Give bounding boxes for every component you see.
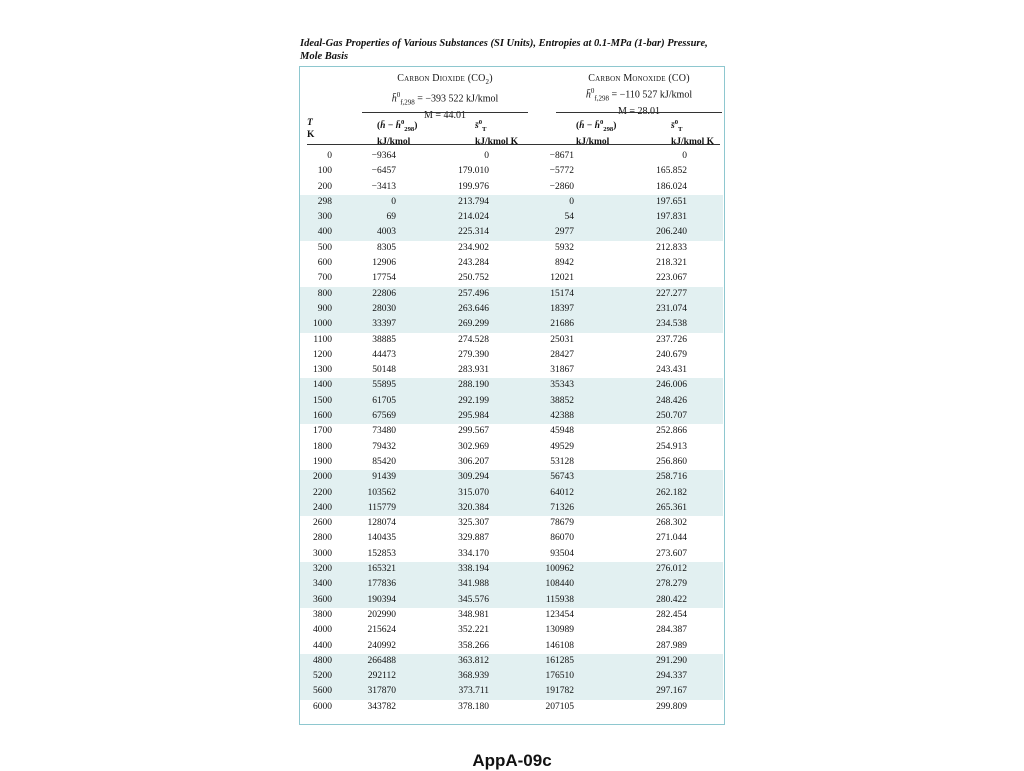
temperature-cell: 4400 xyxy=(313,640,332,651)
co2-entropy-cell: 363.812 xyxy=(396,654,489,669)
table-row xyxy=(300,241,723,256)
table-row xyxy=(300,593,723,608)
co-enthalpy-cell: 0 xyxy=(489,195,574,210)
co2-entropy-heading: s̄$^0_T$ kJ/kmol K xyxy=(475,119,519,148)
co2-entropy-cell: 0 xyxy=(484,151,489,161)
co-enthalpy-cell: 49529 xyxy=(550,441,574,452)
row-padding xyxy=(687,271,723,286)
temperature-cell: 2400 xyxy=(300,501,344,516)
row-padding xyxy=(687,333,723,348)
co2-entropy-cell: 329.887 xyxy=(458,533,489,544)
co-entropy-cell: 254.913 xyxy=(656,441,687,452)
co2-entropy-cell: 325.307 xyxy=(458,518,489,529)
temperature-cell: 200 xyxy=(317,181,332,192)
table-row xyxy=(300,623,723,638)
co-entropy-cell: 276.012 xyxy=(574,562,687,577)
co-enthalpy-cell: 146108 xyxy=(545,640,574,651)
row-padding xyxy=(687,669,723,684)
table-row xyxy=(300,470,723,485)
co2-entropy-cell: 179.010 xyxy=(458,166,489,177)
co-enthalpy-cell: 45948 xyxy=(550,426,574,437)
temperature-heading: T K xyxy=(307,118,315,140)
co2-enthalpy-cell: 33397 xyxy=(344,317,396,332)
co-enthalpy-cell: 93504 xyxy=(550,548,574,559)
row-padding xyxy=(687,302,723,317)
co2-entropy-cell: 269.299 xyxy=(396,317,489,332)
co-enthalpy-cell: 123454 xyxy=(545,609,574,620)
temperature-cell: 5200 xyxy=(300,669,344,684)
co-entropy-cell: 265.361 xyxy=(574,501,687,516)
temperature-cell: 1200 xyxy=(313,349,332,360)
co-enthalpy-cell: 115938 xyxy=(489,593,574,608)
co-entropy-cell: 227.277 xyxy=(574,287,687,302)
co-enthalpy-cell: 15174 xyxy=(489,287,574,302)
co2-enthalpy-cell: 22806 xyxy=(344,287,396,302)
co2-entropy-cell: 292.199 xyxy=(396,394,489,409)
co2-enthalpy-cell: 91439 xyxy=(344,470,396,485)
co-entropy-cell: 186.024 xyxy=(656,181,687,192)
table-row xyxy=(300,608,723,623)
table-row xyxy=(300,516,723,531)
table-row xyxy=(300,531,723,546)
co-entropy-cell: 294.337 xyxy=(574,669,687,684)
row-padding xyxy=(687,700,723,715)
co-enthalpy-cell: 71326 xyxy=(489,501,574,516)
co-entropy-cell: 223.067 xyxy=(656,273,687,284)
co-enthalpy-cell: −5772 xyxy=(549,166,574,177)
co2-enthalpy-cell: 292112 xyxy=(344,669,396,684)
row-padding xyxy=(687,424,723,439)
co2-header xyxy=(362,72,528,122)
co2-enthalpy-cell: 140435 xyxy=(367,533,396,544)
co-enthalpy-cell: 207105 xyxy=(545,701,574,712)
co2-entropy-cell: 213.794 xyxy=(396,195,489,210)
table-row xyxy=(300,501,723,516)
co-enthalpy-cell: 38852 xyxy=(489,394,574,409)
co2-entropy-cell: 341.988 xyxy=(396,577,489,592)
co2-entropy-cell: 288.190 xyxy=(396,378,489,393)
co2-enthalpy-cell: 73480 xyxy=(372,426,396,437)
table-row xyxy=(300,149,723,164)
column-heading-rule xyxy=(307,144,720,145)
co-enthalpy-cell: 176510 xyxy=(489,669,574,684)
table-row xyxy=(300,287,723,302)
temperature-cell: 5600 xyxy=(300,684,344,699)
row-padding xyxy=(687,409,723,424)
co2-entropy-cell: 358.266 xyxy=(458,640,489,651)
co-enthalpy-cell: 161285 xyxy=(489,654,574,669)
co2-enthalpy-cell: 165321 xyxy=(344,562,396,577)
co2-enthalpy-cell: 317870 xyxy=(344,684,396,699)
co2-entropy-cell: 334.170 xyxy=(458,548,489,559)
co-entropy-cell: 197.651 xyxy=(574,195,687,210)
row-padding xyxy=(687,210,723,225)
row-padding xyxy=(687,531,723,546)
table-row xyxy=(300,669,723,684)
co-enthalpy-cell: 53128 xyxy=(550,456,574,467)
row-padding xyxy=(687,378,723,393)
co-entropy-cell: 197.831 xyxy=(574,210,687,225)
co2-enthalpy-heading: (h̄ − h̄$^0_{298}$) kJ/kmol xyxy=(377,119,418,148)
slide-label: AppA-09c xyxy=(472,751,552,770)
co2-enthalpy-cell: −6457 xyxy=(371,166,396,177)
row-padding xyxy=(687,593,723,608)
co2-enthalpy-cell: 0 xyxy=(344,195,396,210)
co-enthalpy-cell: 86070 xyxy=(550,533,574,544)
temperature-cell: 100 xyxy=(317,166,332,177)
table-row xyxy=(300,210,723,225)
co-entropy-cell: 282.454 xyxy=(656,609,687,620)
co-entropy-heading: s̄$^0_T$ kJ/kmol K xyxy=(671,119,715,148)
row-padding xyxy=(687,455,723,470)
table-row xyxy=(300,654,723,669)
table-row xyxy=(300,378,723,393)
co-enthalpy-cell: 100962 xyxy=(489,562,574,577)
temperature-cell: 600 xyxy=(317,258,332,269)
table-row xyxy=(300,317,723,332)
co2-enthalpy-cell: 67569 xyxy=(344,409,396,424)
table-row xyxy=(300,577,723,592)
row-padding xyxy=(687,684,723,699)
co2-entropy-cell: 199.976 xyxy=(458,181,489,192)
table-row xyxy=(300,333,723,348)
co2-enthalpy-cell: 4003 xyxy=(344,225,396,240)
table-row xyxy=(300,180,723,195)
co-entropy-cell: 0 xyxy=(682,151,687,161)
co-entropy-cell: 212.833 xyxy=(656,242,687,253)
co-enthalpy-heading: (h̄ − h̄$^0_{298}$) kJ/kmol xyxy=(576,119,617,148)
temperature-cell: 1300 xyxy=(313,365,332,376)
co2-entropy-cell: 279.390 xyxy=(458,349,489,360)
temperature-cell: 500 xyxy=(317,242,332,253)
co-molar-mass: M = 28.01 xyxy=(617,106,661,118)
table-row xyxy=(300,409,723,424)
co2-enthalpy-cell: 8305 xyxy=(377,242,396,253)
row-padding xyxy=(687,654,723,669)
co-entropy-cell: 268.302 xyxy=(656,518,687,529)
table-row xyxy=(300,486,723,501)
co-entropy-cell: 165.852 xyxy=(656,166,687,177)
row-padding xyxy=(687,639,723,654)
table-row xyxy=(300,348,723,363)
co-entropy-cell: 273.607 xyxy=(656,548,687,559)
row-padding xyxy=(687,195,723,210)
co-entropy-cell: 250.707 xyxy=(574,409,687,424)
co-enthalpy-cell: 31867 xyxy=(550,365,574,376)
table-row xyxy=(300,302,723,317)
co2-molar-mass: M = 44.01 xyxy=(423,110,467,122)
row-padding xyxy=(687,149,723,164)
row-padding xyxy=(687,501,723,516)
co2-enthalpy-cell: 12906 xyxy=(372,258,396,269)
temperature-cell: 3200 xyxy=(300,562,344,577)
co2-entropy-cell: 299.567 xyxy=(458,426,489,437)
co2-entropy-cell: 225.314 xyxy=(396,225,489,240)
table-row xyxy=(300,394,723,409)
temperature-cell: 3000 xyxy=(313,548,332,559)
co2-enthalpy-cell: 115779 xyxy=(344,501,396,516)
temperature-cell: 1500 xyxy=(300,394,344,409)
table-row xyxy=(300,424,723,439)
row-padding xyxy=(687,241,723,256)
co2-entropy-cell: 345.576 xyxy=(396,593,489,608)
temperature-cell: 3600 xyxy=(300,593,344,608)
co-enthalpy-cell: 54 xyxy=(489,210,574,225)
co2-enthalpy-cell: 152853 xyxy=(367,548,396,559)
temperature-cell: 4000 xyxy=(313,625,332,636)
table-row xyxy=(300,256,723,271)
co-enthalpy-cell: −8671 xyxy=(549,151,574,161)
co-enthalpy-cell: 108440 xyxy=(489,577,574,592)
co-entropy-cell: 297.167 xyxy=(574,684,687,699)
co2-name: Carbon Dioxide $(CO_2)$ xyxy=(397,73,493,86)
row-padding xyxy=(687,225,723,240)
co2-enthalpy-cell: 85420 xyxy=(372,456,396,467)
co-entropy-cell: 240.679 xyxy=(656,349,687,360)
co2-enthalpy-cell: 17754 xyxy=(372,273,396,284)
row-padding xyxy=(687,608,723,623)
co-enthalpy-cell: 130989 xyxy=(545,625,574,636)
co-entropy-cell: 234.538 xyxy=(574,317,687,332)
co-entropy-cell: 291.290 xyxy=(574,654,687,669)
co2-entropy-cell: 309.294 xyxy=(396,470,489,485)
co-name: Carbon Monoxide (CO) xyxy=(588,73,690,84)
table-row xyxy=(300,271,723,286)
temperature-cell: 2600 xyxy=(313,518,332,529)
co-entropy-cell: 258.716 xyxy=(574,470,687,485)
co-entropy-cell: 237.726 xyxy=(656,334,687,345)
data-table xyxy=(300,149,723,715)
temperature-cell: 2200 xyxy=(300,486,344,501)
row-padding xyxy=(687,470,723,485)
co-entropy-cell: 262.182 xyxy=(574,486,687,501)
co-enthalpy-cell: 21686 xyxy=(489,317,574,332)
temperature-cell: 2800 xyxy=(313,533,332,544)
temperature-cell: 800 xyxy=(300,287,344,302)
co-entropy-cell: 299.809 xyxy=(656,701,687,712)
property-table xyxy=(299,66,725,725)
table-row xyxy=(300,639,723,654)
co2-enthalpy-cell: 103562 xyxy=(344,486,396,501)
co-enthalpy-cell: 56743 xyxy=(489,470,574,485)
row-padding xyxy=(687,486,723,501)
co-enthalpy-cell: 25031 xyxy=(550,334,574,345)
table-row xyxy=(300,700,723,715)
co2-entropy-cell: 368.939 xyxy=(396,669,489,684)
co-enthalpy-cell: 12021 xyxy=(550,273,574,284)
table-row xyxy=(300,164,723,179)
co-enthalpy-formation: h̄$^0_{f,298}$ = −110 527 kJ/kmol xyxy=(585,87,693,103)
temperature-cell: 300 xyxy=(300,210,344,225)
co2-enthalpy-cell: 38885 xyxy=(372,334,396,345)
co2-entropy-cell: 352.221 xyxy=(458,625,489,636)
co2-entropy-cell: 338.194 xyxy=(396,562,489,577)
co2-enthalpy-cell: 266488 xyxy=(344,654,396,669)
co2-entropy-cell: 378.180 xyxy=(458,701,489,712)
co-entropy-cell: 284.387 xyxy=(656,625,687,636)
row-padding xyxy=(687,363,723,378)
co-entropy-cell: 271.044 xyxy=(656,533,687,544)
co2-enthalpy-cell: 177836 xyxy=(344,577,396,592)
co-entropy-cell: 280.422 xyxy=(574,593,687,608)
co2-enthalpy-cell: 215624 xyxy=(367,625,396,636)
table-row xyxy=(300,455,723,470)
co2-entropy-cell: 306.207 xyxy=(458,456,489,467)
co2-entropy-cell: 257.496 xyxy=(396,287,489,302)
co-header-rule xyxy=(556,112,722,113)
co-entropy-cell: 252.866 xyxy=(656,426,687,437)
co-enthalpy-cell: 28427 xyxy=(550,349,574,360)
co-entropy-cell: 206.240 xyxy=(574,225,687,240)
co2-enthalpy-cell: −3413 xyxy=(371,181,396,192)
co2-enthalpy-cell: 190394 xyxy=(344,593,396,608)
temperature-cell: 1600 xyxy=(300,409,344,424)
table-row xyxy=(300,195,723,210)
co-entropy-cell: 243.431 xyxy=(656,365,687,376)
row-padding xyxy=(687,180,723,195)
co2-enthalpy-cell: 69 xyxy=(344,210,396,225)
co2-entropy-cell: 263.646 xyxy=(396,302,489,317)
co-enthalpy-cell: 18397 xyxy=(489,302,574,317)
co-entropy-cell: 287.989 xyxy=(656,640,687,651)
row-padding xyxy=(687,394,723,409)
co2-enthalpy-cell: 79432 xyxy=(372,441,396,452)
row-padding xyxy=(687,623,723,638)
row-padding xyxy=(687,287,723,302)
co2-enthalpy-cell: 50148 xyxy=(372,365,396,376)
co2-enthalpy-formation: h̄$^0_{f,298}$ = −393 522 kJ/kmol xyxy=(391,91,499,107)
co-entropy-cell: 248.426 xyxy=(574,394,687,409)
co2-entropy-cell: 274.528 xyxy=(458,334,489,345)
co2-enthalpy-cell: 240992 xyxy=(367,640,396,651)
co-entropy-cell: 231.074 xyxy=(574,302,687,317)
co2-header-rule xyxy=(362,112,528,113)
co-enthalpy-cell: 5932 xyxy=(555,242,574,253)
temperature-cell: 6000 xyxy=(313,701,332,712)
row-padding xyxy=(687,440,723,455)
temperature-cell: 700 xyxy=(317,273,332,284)
table-row xyxy=(300,684,723,699)
temperature-cell: 298 xyxy=(300,195,344,210)
row-padding xyxy=(687,348,723,363)
temperature-cell: 1700 xyxy=(313,426,332,437)
temperature-cell: 4800 xyxy=(300,654,344,669)
temperature-cell: 1800 xyxy=(313,441,332,452)
row-padding xyxy=(687,256,723,271)
row-padding xyxy=(687,516,723,531)
co-entropy-cell: 256.860 xyxy=(656,456,687,467)
row-padding xyxy=(687,317,723,332)
co-enthalpy-cell: −2860 xyxy=(549,181,574,192)
temperature-cell: 900 xyxy=(300,302,344,317)
co-entropy-cell: 218.321 xyxy=(656,258,687,269)
co2-enthalpy-cell: 44473 xyxy=(372,349,396,360)
temperature-cell: 0 xyxy=(327,151,332,161)
co2-enthalpy-cell: 343782 xyxy=(367,701,396,712)
temperature-cell: 1400 xyxy=(300,378,344,393)
table-row xyxy=(300,562,723,577)
co2-enthalpy-cell: 202990 xyxy=(367,609,396,620)
row-padding xyxy=(687,577,723,592)
co2-entropy-cell: 243.284 xyxy=(458,258,489,269)
co2-entropy-cell: 283.931 xyxy=(458,365,489,376)
co-enthalpy-cell: 42388 xyxy=(489,409,574,424)
temperature-cell: 3400 xyxy=(300,577,344,592)
co-enthalpy-cell: 8942 xyxy=(555,258,574,269)
temperature-cell: 1000 xyxy=(300,317,344,332)
table-row xyxy=(300,440,723,455)
temperature-cell: 400 xyxy=(300,225,344,240)
temperature-cell: 1100 xyxy=(313,334,332,345)
co2-entropy-cell: 302.969 xyxy=(458,441,489,452)
co2-entropy-cell: 214.024 xyxy=(396,210,489,225)
table-row xyxy=(300,547,723,562)
row-padding xyxy=(687,547,723,562)
co2-enthalpy-cell: 55895 xyxy=(344,378,396,393)
co2-entropy-cell: 295.984 xyxy=(396,409,489,424)
co2-entropy-cell: 320.384 xyxy=(396,501,489,516)
co-enthalpy-cell: 35343 xyxy=(489,378,574,393)
co-enthalpy-cell: 191782 xyxy=(489,684,574,699)
co-enthalpy-cell: 2977 xyxy=(489,225,574,240)
co2-enthalpy-cell: 128074 xyxy=(367,518,396,529)
co2-enthalpy-cell: 28030 xyxy=(344,302,396,317)
co-enthalpy-cell: 78679 xyxy=(550,518,574,529)
co2-enthalpy-cell: −9364 xyxy=(371,151,396,161)
temperature-cell: 1900 xyxy=(313,456,332,467)
co-entropy-cell: 278.279 xyxy=(574,577,687,592)
table-row xyxy=(300,225,723,240)
co2-entropy-cell: 348.981 xyxy=(458,609,489,620)
co2-entropy-cell: 234.902 xyxy=(458,242,489,253)
co2-enthalpy-cell: 61705 xyxy=(344,394,396,409)
page-title: Ideal-Gas Properties of Various Substances (SI Units), Entropies at 0.1-MPa (1-bar) Pressure, Mole Basis xyxy=(300,38,708,62)
table-row xyxy=(300,363,723,378)
co-enthalpy-cell: 64012 xyxy=(489,486,574,501)
co2-entropy-cell: 315.070 xyxy=(396,486,489,501)
row-padding xyxy=(687,164,723,179)
co2-entropy-cell: 373.711 xyxy=(396,684,489,699)
co2-entropy-cell: 250.752 xyxy=(458,273,489,284)
co-entropy-cell: 246.006 xyxy=(574,378,687,393)
temperature-cell: 2000 xyxy=(300,470,344,485)
row-padding xyxy=(687,562,723,577)
temperature-cell: 3800 xyxy=(313,609,332,620)
